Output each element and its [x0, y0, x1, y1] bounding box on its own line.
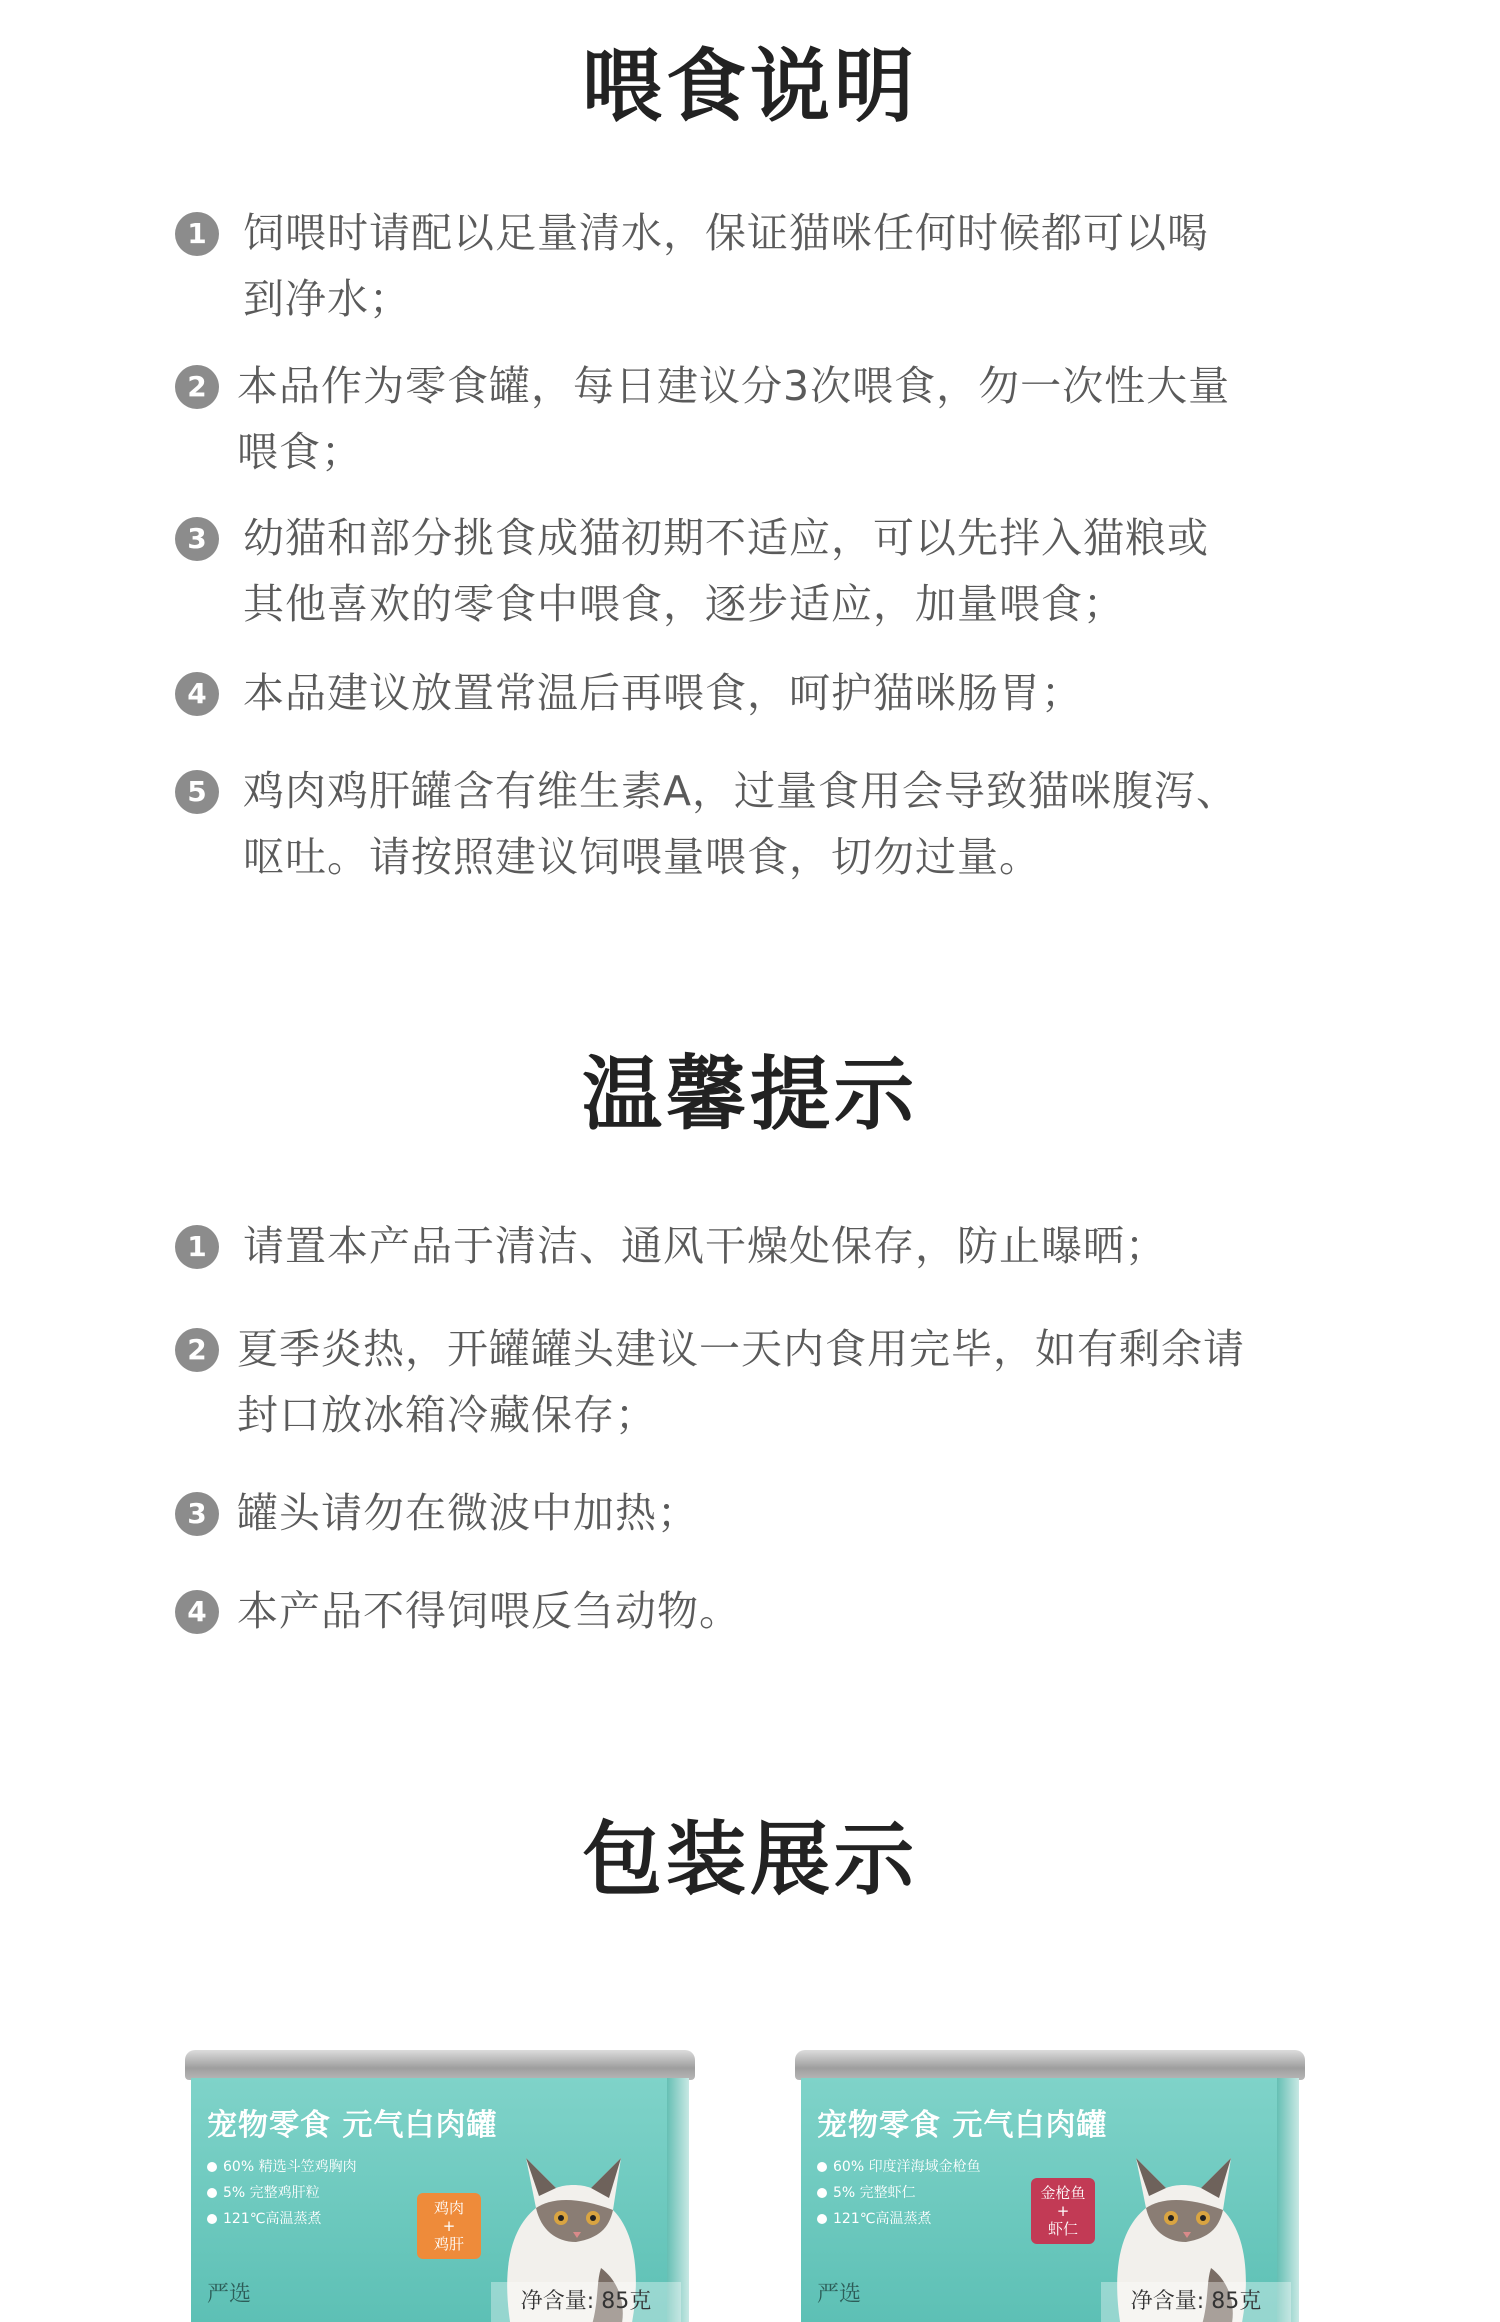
item-text [243, 1213, 1313, 1279]
packaging-title: 包装展示 [582, 1813, 918, 1906]
brand-label: 严选 [207, 2282, 252, 2307]
can-title: 宠物零食 元气白肉罐 [207, 2108, 498, 2143]
item-line: 夏季炎热，开罐罐头建议一天内食用完毕，如有剩余请 [237, 1325, 1245, 1373]
product-can-chicken [185, 2050, 695, 2322]
item-text [243, 660, 1313, 726]
can-title: 宠物零食 元气白肉罐 [817, 2108, 1108, 2143]
item-line: 本产品不得饲喂反刍动物。 [237, 1587, 741, 1635]
flavor-plus: + [1056, 2202, 1070, 2220]
feeding-title: 喂食说明 [582, 40, 918, 133]
item-text [243, 505, 1313, 637]
item-line: 幼猫和部分挑食成猫初期不适应，可以先拌入猫粮或 [243, 514, 1209, 562]
number-badge: 1 [175, 1225, 219, 1269]
can-feature: 121℃高温蒸煮 [817, 2208, 931, 2228]
flavor-badge [417, 2193, 481, 2259]
net-weight-label: 净含量: 85克 [491, 2282, 681, 2322]
flavor-plus: + [442, 2217, 456, 2235]
number-badge: 1 [175, 212, 219, 256]
flavor-badge [1031, 2178, 1095, 2244]
product-can-tuna [795, 2050, 1305, 2322]
net-weight-label: 净含量: 85克 [1101, 2282, 1291, 2322]
item-line: 请置本产品于清洁、通风干燥处保存，防止曝晒； [243, 1222, 1167, 1270]
item-text [237, 1316, 1307, 1448]
item-line: 封口放冰箱冷藏保存； [237, 1391, 657, 1439]
item-line: 鸡肉鸡肝罐含有维生素A，过量食用会导致猫咪腹泻、 [243, 767, 1239, 815]
flavor-line: 鸡肝 [433, 2235, 464, 2253]
tips-title: 温馨提示 [582, 1048, 918, 1141]
item-line: 到净水； [243, 275, 411, 323]
can-feature: 60% 印度洋海域金枪鱼 [817, 2156, 981, 2176]
number-badge: 3 [175, 517, 219, 561]
item-text [237, 353, 1307, 485]
flavor-line: 鸡肉 [433, 2199, 464, 2217]
brand-label: 严选 [817, 2282, 862, 2307]
item-line: 其他喜欢的零食中喂食，逐步适应，加量喂食； [243, 580, 1125, 628]
can-feature: 5% 完整鸡肝粒 [207, 2182, 320, 2202]
flavor-line: 金枪鱼 [1040, 2184, 1086, 2202]
can-lid [795, 2050, 1305, 2080]
item-text [237, 1578, 1307, 1644]
can-label [191, 2078, 689, 2322]
number-badge: 4 [175, 672, 219, 716]
number-badge: 3 [175, 1492, 219, 1536]
item-line: 呕吐。请按照建议饲喂量喂食，切勿过量。 [243, 833, 1041, 881]
number-badge: 2 [175, 365, 219, 409]
can-label [801, 2078, 1299, 2322]
item-line: 喂食； [237, 428, 363, 476]
item-text [243, 200, 1313, 332]
item-text [237, 1480, 1307, 1546]
number-badge: 2 [175, 1328, 219, 1372]
item-line: 罐头请勿在微波中加热； [237, 1489, 699, 1537]
can-lid [185, 2050, 695, 2080]
item-text [243, 758, 1313, 890]
number-badge: 5 [175, 770, 219, 814]
can-feature: 5% 完整虾仁 [817, 2182, 916, 2202]
item-line: 饲喂时请配以足量清水，保证猫咪任何时候都可以喝 [243, 209, 1209, 257]
can-feature: 121℃高温蒸煮 [207, 2208, 321, 2228]
item-line: 本品作为零食罐，每日建议分3次喂食，勿一次性大量 [237, 362, 1231, 410]
can-feature: 60% 精选斗笠鸡胸肉 [207, 2156, 357, 2176]
item-line: 本品建议放置常温后再喂食，呵护猫咪肠胃； [243, 669, 1083, 717]
flavor-line: 虾仁 [1047, 2220, 1078, 2238]
number-badge: 4 [175, 1590, 219, 1634]
